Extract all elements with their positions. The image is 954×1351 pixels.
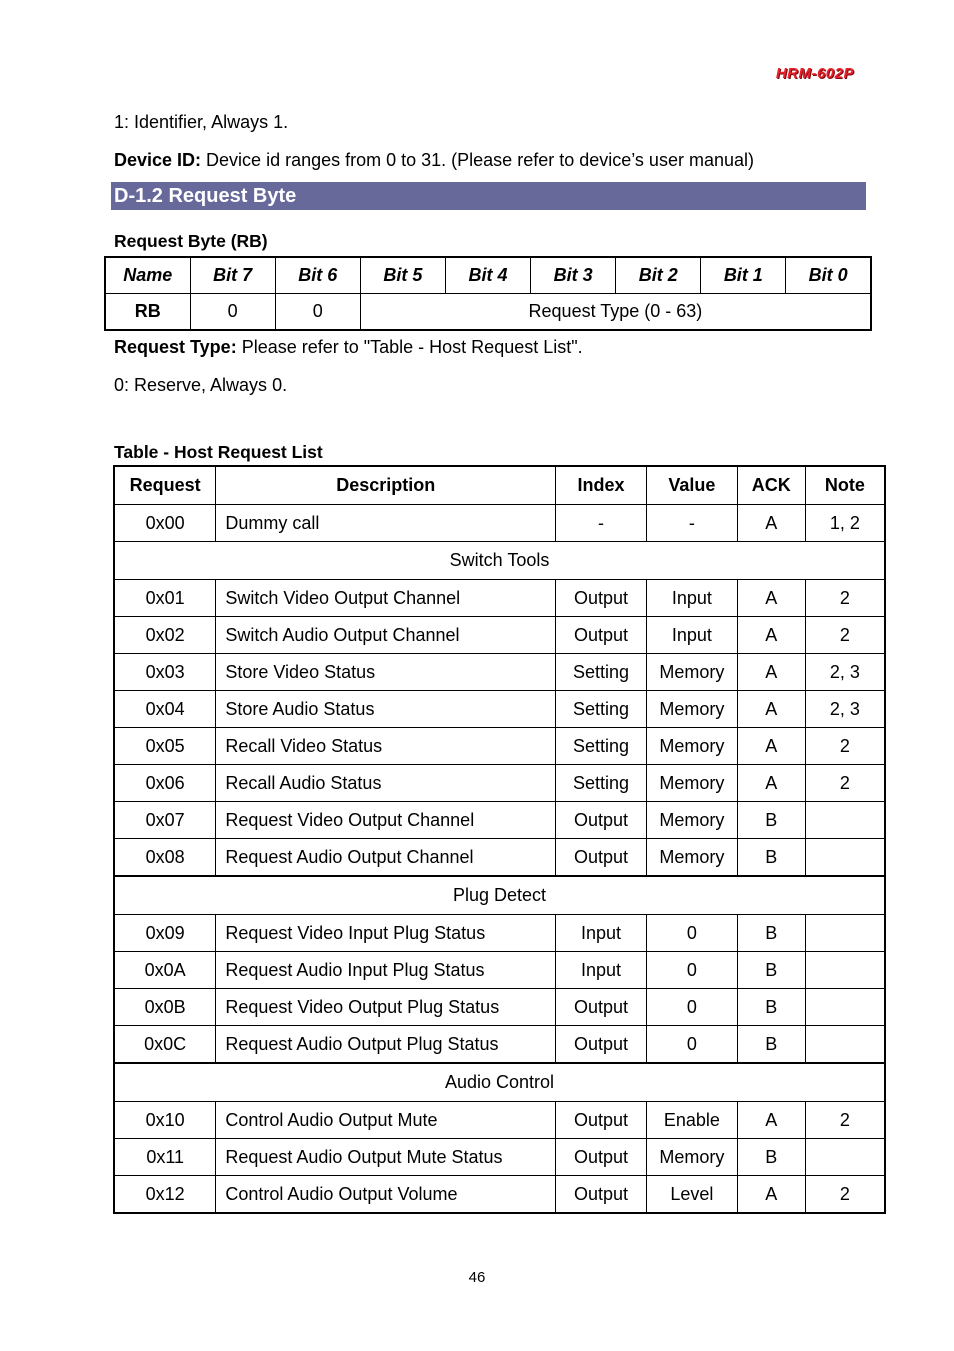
ack-cell: B xyxy=(737,839,805,877)
index-cell: Setting xyxy=(556,728,647,765)
value-cell: Level xyxy=(646,1176,737,1214)
ack-cell: B xyxy=(737,989,805,1026)
request-code-cell: 0x0C xyxy=(114,1026,216,1064)
note-cell xyxy=(805,1139,885,1176)
ack-cell: A xyxy=(737,654,805,691)
table-row xyxy=(114,1026,885,1064)
note-cell xyxy=(805,989,885,1026)
request-type-label: Request Type: xyxy=(114,337,237,357)
note-cell xyxy=(805,915,885,952)
request-code-cell: 0x0A xyxy=(114,952,216,989)
ack-cell: B xyxy=(737,1139,805,1176)
request-code-cell: 0x00 xyxy=(114,505,216,542)
reserve-line: 0: Reserve, Always 0. xyxy=(114,375,288,395)
ack-cell: B xyxy=(737,1026,805,1064)
note-cell xyxy=(805,839,885,877)
table-row xyxy=(114,915,885,952)
ack-cell: B xyxy=(737,952,805,989)
request-code-cell: 0x12 xyxy=(114,1176,216,1214)
note-cell: 2, 3 xyxy=(805,654,885,691)
value-cell: 0 xyxy=(646,1026,737,1064)
rb-bit6-cell: 0 xyxy=(275,294,360,331)
header-ack: ACK xyxy=(737,466,805,505)
request-type-text: Please refer to "Table - Host Request List". xyxy=(236,337,583,357)
table-row xyxy=(114,505,885,542)
request-table-caption: Table - Host Request List xyxy=(114,442,323,462)
ack-cell: A xyxy=(737,1176,805,1214)
rb-header-cell: Name xyxy=(105,257,190,294)
value-cell: Enable xyxy=(646,1102,737,1139)
table-row xyxy=(114,617,885,654)
index-cell: Setting xyxy=(556,654,647,691)
request-code-cell: 0x01 xyxy=(114,580,216,617)
note-cell xyxy=(805,952,885,989)
table-row xyxy=(114,728,885,765)
note-cell xyxy=(805,1026,885,1064)
table-row xyxy=(114,580,885,617)
group-label-cell: Switch Tools xyxy=(114,542,885,580)
index-cell: Setting xyxy=(556,765,647,802)
device-id-text: Device id ranges from 0 to 31. (Please refer to device’s user manual) xyxy=(201,150,754,170)
table-row xyxy=(114,1176,885,1214)
description-cell: Store Video Status xyxy=(216,654,556,691)
table-row xyxy=(114,654,885,691)
description-cell: Control Audio Output Mute xyxy=(216,1102,556,1139)
rb-data-row xyxy=(105,294,871,331)
table-row xyxy=(114,691,885,728)
rb-table-caption: Request Byte (RB) xyxy=(114,231,268,251)
request-byte-table xyxy=(104,256,872,331)
value-cell: Memory xyxy=(646,691,737,728)
group-header-row xyxy=(114,542,885,580)
ack-cell: B xyxy=(737,915,805,952)
value-cell: 0 xyxy=(646,989,737,1026)
rb-header-cell: Bit 2 xyxy=(616,257,701,294)
note-cell: 1, 2 xyxy=(805,505,885,542)
index-cell: Input xyxy=(556,952,647,989)
index-cell: - xyxy=(556,505,647,542)
header-description: Description xyxy=(216,466,556,505)
description-cell: Dummy call xyxy=(216,505,556,542)
request-code-cell: 0x03 xyxy=(114,654,216,691)
description-cell: Request Video Output Plug Status xyxy=(216,989,556,1026)
index-cell: Setting xyxy=(556,691,647,728)
value-cell: Memory xyxy=(646,1139,737,1176)
index-cell: Output xyxy=(556,802,647,839)
ack-cell: A xyxy=(737,617,805,654)
rb-header-cell: Bit 1 xyxy=(701,257,786,294)
index-cell: Output xyxy=(556,1026,647,1064)
table-row xyxy=(114,952,885,989)
rb-bit7-cell: 0 xyxy=(190,294,275,331)
ack-cell: A xyxy=(737,1102,805,1139)
description-cell: Switch Video Output Channel xyxy=(216,580,556,617)
rb-header-cell: Bit 4 xyxy=(445,257,530,294)
value-cell: Memory xyxy=(646,765,737,802)
rb-header-row xyxy=(105,257,871,294)
header-request: Request xyxy=(114,466,216,505)
value-cell: Memory xyxy=(646,654,737,691)
rb-request-type-cell: Request Type (0 - 63) xyxy=(360,294,871,331)
description-cell: Control Audio Output Volume xyxy=(216,1176,556,1214)
note-cell: 2 xyxy=(805,1176,885,1214)
device-id-label: Device ID: xyxy=(114,150,202,170)
note-cell: 2 xyxy=(805,765,885,802)
header-index: Index xyxy=(556,466,647,505)
note-cell: 2 xyxy=(805,580,885,617)
section-heading: D-1.2 Request Byte xyxy=(111,182,866,210)
rb-header-cell: Bit 6 xyxy=(275,257,360,294)
page-number: 46 xyxy=(468,1269,486,1286)
group-header-row xyxy=(114,876,885,915)
index-cell: Output xyxy=(556,989,647,1026)
brand-logo: HRM-602P xyxy=(775,65,854,82)
value-cell: Memory xyxy=(646,839,737,877)
note-cell xyxy=(805,802,885,839)
description-cell: Request Audio Output Plug Status xyxy=(216,1026,556,1064)
index-cell: Output xyxy=(556,1139,647,1176)
table-row xyxy=(114,802,885,839)
value-cell: Memory xyxy=(646,728,737,765)
value-cell: 0 xyxy=(646,952,737,989)
ack-cell: A xyxy=(737,505,805,542)
value-cell: 0 xyxy=(646,915,737,952)
header-value: Value xyxy=(646,466,737,505)
request-code-cell: 0x07 xyxy=(114,802,216,839)
value-cell: Input xyxy=(646,617,737,654)
request-code-cell: 0x05 xyxy=(114,728,216,765)
host-request-table xyxy=(113,465,886,1214)
request-code-cell: 0x11 xyxy=(114,1139,216,1176)
description-cell: Recall Video Status xyxy=(216,728,556,765)
ack-cell: A xyxy=(737,691,805,728)
description-cell: Recall Audio Status xyxy=(216,765,556,802)
request-code-cell: 0x06 xyxy=(114,765,216,802)
note-cell: 2, 3 xyxy=(805,691,885,728)
request-code-cell: 0x04 xyxy=(114,691,216,728)
index-cell: Output xyxy=(556,1102,647,1139)
table-row xyxy=(114,989,885,1026)
rb-header-cell: Bit 0 xyxy=(786,257,871,294)
table-row xyxy=(114,1139,885,1176)
group-label-cell: Audio Control xyxy=(114,1063,885,1102)
value-cell: Memory xyxy=(646,802,737,839)
index-cell: Output xyxy=(556,839,647,877)
ack-cell: A xyxy=(737,580,805,617)
rb-name-cell: RB xyxy=(105,294,190,331)
rb-header-cell: Bit 3 xyxy=(531,257,616,294)
description-cell: Switch Audio Output Channel xyxy=(216,617,556,654)
request-code-cell: 0x10 xyxy=(114,1102,216,1139)
header-note: Note xyxy=(805,466,885,505)
note-cell: 2 xyxy=(805,728,885,765)
description-cell: Request Audio Output Channel xyxy=(216,839,556,877)
description-cell: Request Video Input Plug Status xyxy=(216,915,556,952)
request-table-body xyxy=(114,505,885,1214)
description-cell: Request Audio Input Plug Status xyxy=(216,952,556,989)
request-type-line xyxy=(114,337,583,358)
index-cell: Output xyxy=(556,617,647,654)
identifier-line: 1: Identifier, Always 1. xyxy=(114,112,289,132)
note-cell: 2 xyxy=(805,1102,885,1139)
description-cell: Store Audio Status xyxy=(216,691,556,728)
ack-cell: A xyxy=(737,728,805,765)
ack-cell: A xyxy=(737,765,805,802)
index-cell: Output xyxy=(556,1176,647,1214)
request-header-row xyxy=(114,466,885,505)
table-row xyxy=(114,839,885,877)
request-code-cell: 0x08 xyxy=(114,839,216,877)
value-cell: - xyxy=(646,505,737,542)
description-cell: Request Audio Output Mute Status xyxy=(216,1139,556,1176)
request-code-cell: 0x0B xyxy=(114,989,216,1026)
rb-header-cell: Bit 7 xyxy=(190,257,275,294)
description-cell: Request Video Output Channel xyxy=(216,802,556,839)
request-code-cell: 0x02 xyxy=(114,617,216,654)
ack-cell: B xyxy=(737,802,805,839)
request-code-cell: 0x09 xyxy=(114,915,216,952)
rb-header-cell: Bit 5 xyxy=(360,257,445,294)
group-label-cell: Plug Detect xyxy=(114,876,885,915)
table-row xyxy=(114,765,885,802)
group-header-row xyxy=(114,1063,885,1102)
device-id-line xyxy=(114,150,754,171)
index-cell: Input xyxy=(556,915,647,952)
value-cell: Input xyxy=(646,580,737,617)
index-cell: Output xyxy=(556,580,647,617)
table-row xyxy=(114,1102,885,1139)
note-cell: 2 xyxy=(805,617,885,654)
